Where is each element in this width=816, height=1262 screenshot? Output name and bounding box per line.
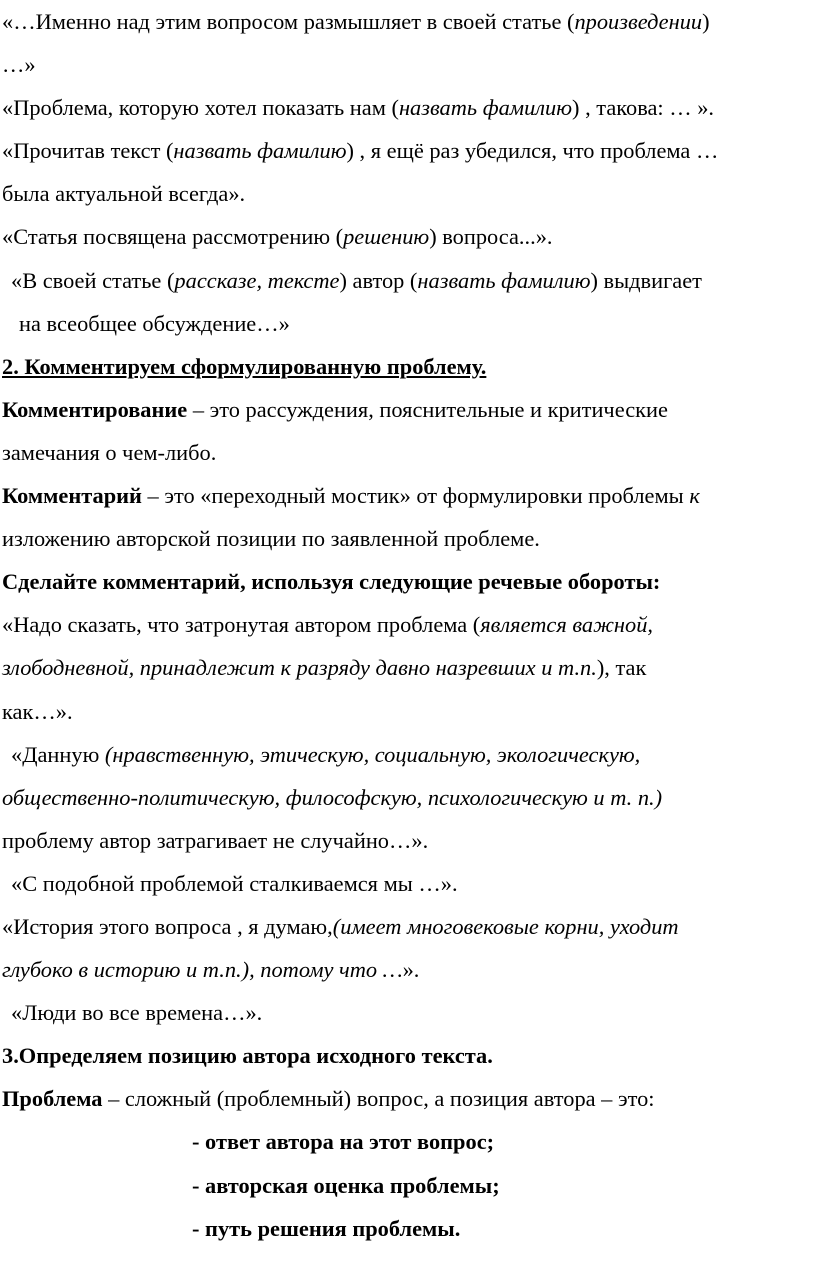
italic-text: решению [343,224,430,250]
text-segment: «Надо сказать, что затронутая автором проблема ( [2,612,481,638]
bold-text: 3.Определяем позицию автора исходного текста. [2,1043,493,1069]
text-line [2,690,810,733]
bold-text: Проблема [2,1086,103,1112]
text-line [2,1034,810,1077]
text-segment: как…». [2,698,73,724]
text-line [2,819,810,862]
text-segment: «История этого вопроса , я думаю, [2,913,333,939]
italic-text: общественно-политическую, философскую, психологическую и т. п.) [2,784,663,810]
text-line [2,646,810,689]
italic-text: злободневной, принадлежит к разряду давно назревших и т.п. [2,655,597,681]
text-segment: ) вопроса...». [429,224,553,250]
text-line [2,129,810,172]
bold-text: - ответ автора на этот вопрос; [192,1129,495,1155]
text-segment: изложению авторской позиции по заявленной проблеме. [2,526,540,552]
text-segment: – сложный (проблемный) вопрос, а позиция автора – это: [102,1086,655,1112]
text-line [2,172,810,215]
text-line [2,1164,810,1207]
text-line [2,560,810,603]
text-line [2,517,810,560]
text-line [2,905,810,948]
text-segment: на всеобщее обсуждение…» [19,310,290,336]
text-segment: ) [702,9,710,34]
bold-text: - путь решения проблемы. [192,1215,461,1241]
text-line [2,474,810,517]
text-line [2,948,810,991]
text-line [2,1207,810,1250]
text-segment: – это «переходный мостик» от формулировки проблемы [141,483,690,509]
bold-text: Комментирование [2,396,188,422]
text-segment: «…Именно над этим вопросом размышляет в своей статье ( [2,9,575,34]
text-segment: замечания о чем-либо. [2,439,217,465]
text-segment: ) , я ещё раз убедился, что проблема … [346,138,719,164]
text-segment: «Статья посвящена рассмотрению ( [2,224,344,250]
text-line [2,776,810,819]
italic-text: (имеет многовековые корни, уходит [332,913,679,939]
bold-text: 2. Комментируем сформулированную проблему. [2,353,487,379]
text-line [2,388,810,431]
bold-text: Сделайте комментарий, используя следующие речевые обороты: [2,569,661,595]
italic-text: (нравственную, этическую, социальную, экологическую, [104,741,641,767]
italic-text: произведении [574,9,703,34]
text-segment: была актуальной всегда». [2,181,246,207]
text-segment: «В своей статье ( [11,267,175,293]
text-segment: «Проблема, которую хотел показать нам ( [2,95,399,121]
text-segment: «Люди во все времена…». [11,1000,263,1026]
italic-text: глубоко в историю и т.п.), потому что … [2,957,403,983]
italic-text: назвать фамилию [173,138,347,164]
text-segment: ) выдвигает [590,267,702,293]
text-line [2,991,810,1034]
italic-text: к [689,483,700,509]
italic-text: рассказе, тексте [174,267,340,293]
italic-text: является важной, [480,612,654,638]
text-line [2,345,810,388]
text-segment: ) , такова: … ». [572,95,715,121]
italic-text: назвать фамилию [398,95,573,121]
text-segment: – это рассуждения, пояснительные и критические [187,396,668,422]
text-line [2,215,810,258]
text-line [2,302,810,345]
bold-text: - авторская оценка проблемы; [192,1172,500,1198]
text-line [2,603,810,646]
text-line [2,1120,810,1163]
text-line [2,0,810,43]
text-line [2,431,810,474]
text-line [2,86,810,129]
text-segment: …» [2,52,36,78]
text-segment: ) автор ( [339,267,418,293]
text-line [2,1077,810,1120]
text-segment: «Прочитав текст ( [2,138,174,164]
text-line [2,43,810,86]
italic-text: назвать фамилию [417,267,591,293]
bold-text: Комментарий [2,483,142,509]
text-segment: «С подобной проблемой сталкиваемся мы …». [11,870,458,896]
text-line [2,259,810,302]
text-segment: ), так [596,655,647,681]
text-segment: ». [402,957,420,983]
text-segment: «Данную [11,741,105,767]
text-line [2,733,810,776]
text-line [2,862,810,905]
text-segment: проблему автор затрагивает не случайно…». [2,827,429,853]
